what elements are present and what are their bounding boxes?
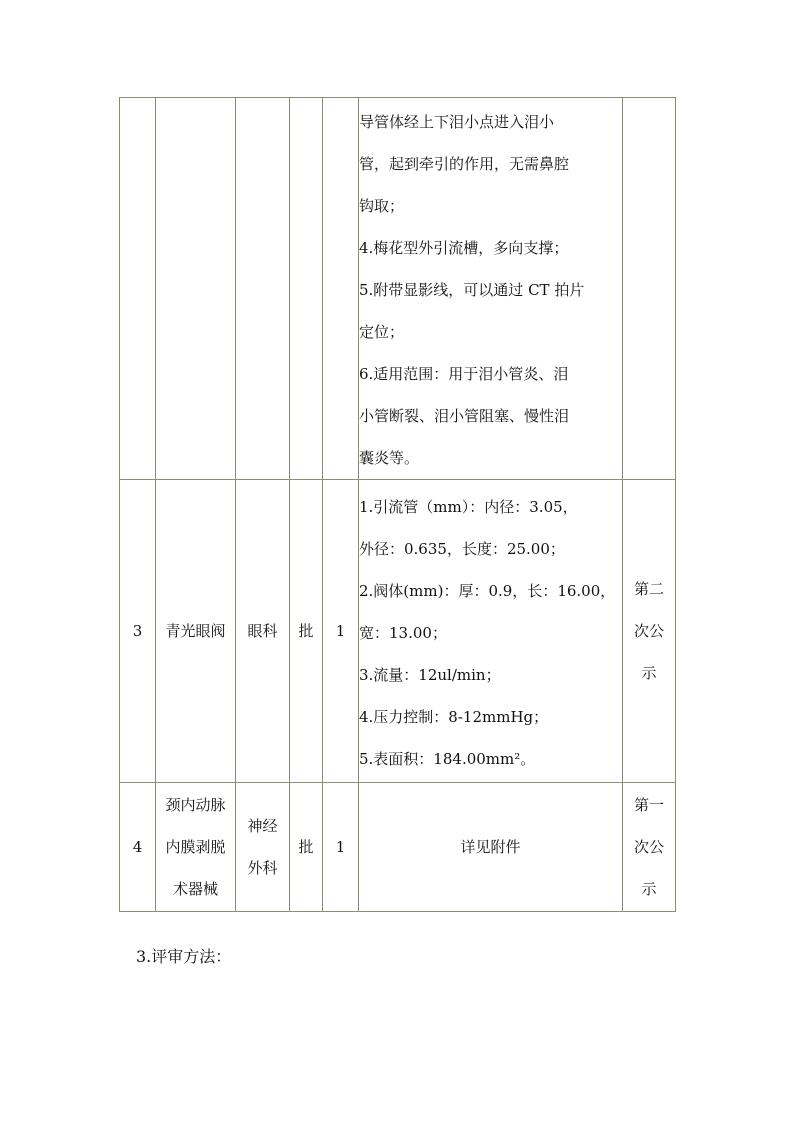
spec-line: 4.梅花型外引流槽，多向支撑； <box>359 239 569 257</box>
item-name-line: 青光眼阀 <box>165 622 226 640</box>
department-cell <box>236 783 290 912</box>
requirements-table <box>119 97 676 912</box>
spec-line: 管，起到牵引的作用，无需鼻腔 <box>359 155 570 173</box>
note-cell <box>623 98 676 480</box>
spec-cell <box>359 480 623 783</box>
spec-line: 定位； <box>359 323 405 341</box>
spec-line: 2.阀体(mm)：厚：0.9，长：16.00， <box>359 582 616 600</box>
spec-line: 3.流量：12ul/min； <box>359 666 501 684</box>
note-line: 第二 <box>633 580 664 598</box>
spec-line: 小管断裂、泪小管阻塞、慢性泪 <box>359 407 570 425</box>
spec-line: 宽：13.00； <box>359 624 447 642</box>
quantity-cell: 1 <box>323 783 359 912</box>
spec-cell <box>359 98 623 480</box>
row-number-cell: 3 <box>120 480 156 783</box>
note-line: 示 <box>641 664 657 682</box>
row-number-cell: 4 <box>120 783 156 912</box>
department-line: 神经 <box>247 817 278 835</box>
unit-cell <box>290 98 323 480</box>
note-line: 示 <box>641 880 657 898</box>
item-name-line: 术器械 <box>172 880 218 898</box>
spec-line: 1.引流管（mm）：内径：3.05， <box>359 498 578 516</box>
item-name-cell <box>156 98 236 480</box>
spec-line: 导管体经上下泪小点进入泪小 <box>359 113 555 131</box>
spec-line: 6.适用范围：用于泪小管炎、泪 <box>359 365 569 383</box>
spec-cell: 详见附件 <box>359 783 623 912</box>
unit-cell: 批 <box>290 480 323 783</box>
department-line: 眼科 <box>247 622 278 640</box>
item-name-cell <box>156 480 236 783</box>
table-row <box>120 783 676 912</box>
spec-line: 钩取； <box>359 197 405 215</box>
department-cell <box>236 480 290 783</box>
department-cell <box>236 98 290 480</box>
item-name-cell <box>156 783 236 912</box>
item-name-line: 颈内动脉 <box>165 796 226 814</box>
unit-cell: 批 <box>290 783 323 912</box>
quantity-cell: 1 <box>323 480 359 783</box>
note-cell <box>623 480 676 783</box>
note-line: 第一 <box>633 796 664 814</box>
spec-line: 囊炎等。 <box>359 449 420 467</box>
note-cell <box>623 783 676 912</box>
table-row <box>120 480 676 783</box>
item-name-line: 内膜剥脱 <box>165 838 226 856</box>
note-line: 次公 <box>633 838 664 856</box>
section-heading: 3.评审方法： <box>136 947 232 966</box>
spec-line: 4.压力控制：8-12mmHg； <box>359 708 549 726</box>
table-row <box>120 98 676 480</box>
row-number-cell <box>120 98 156 480</box>
spec-line: 5.表面积：184.00mm²。 <box>359 750 536 768</box>
spec-line: 外径：0.635，长度：25.00； <box>359 540 565 558</box>
department-line: 外科 <box>247 859 278 877</box>
spec-line: 5.附带显影线，可以通过 CT 拍片 <box>359 281 585 299</box>
note-line: 次公 <box>633 622 664 640</box>
quantity-cell <box>323 98 359 480</box>
